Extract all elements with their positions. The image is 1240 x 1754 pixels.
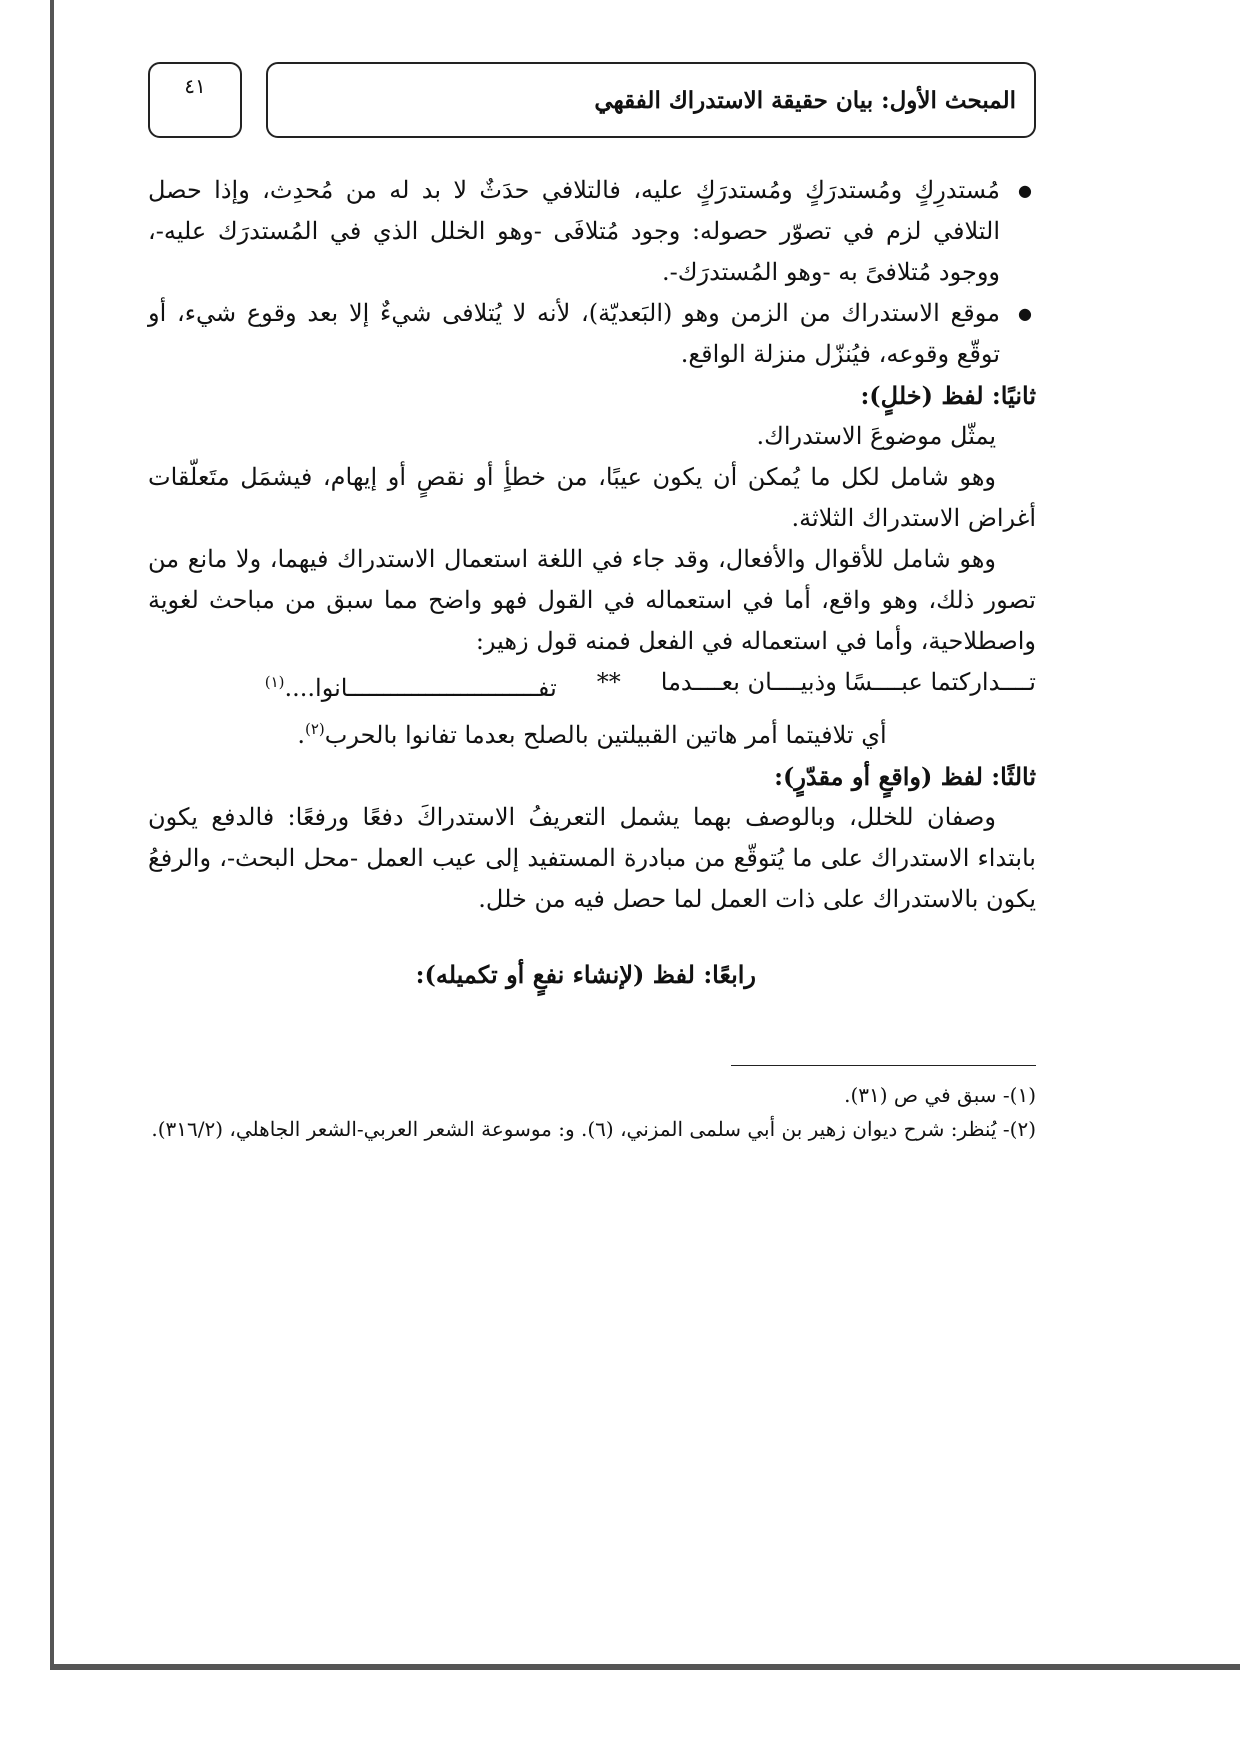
poem-verse [148,662,1036,709]
paragraph: وهو شامل لكل ما يُمكن أن يكون عيبًا، من خطأٍ أو نقصٍ أو إيهام، فيشمَل متَعلّقات أغراض الاستدراك الثلاثة. [148,463,1036,532]
verse-separator: ** [596,668,621,696]
footnote-divider [731,1065,1036,1066]
verse-second-hemistich: تفـــــــــــــــــــــــــــانوا....$^{(١)}$ [264,673,557,702]
verse-first-hemistich: تــــداركتما عبــــسًا وذبيــــان بعــــدما [660,668,1036,696]
section-heading: ثالثًا: لفظ (واقعٍ أو مقدّرٍ): [774,762,1036,791]
footnotes [148,1078,1036,1146]
page-border-bottom [50,1664,1240,1670]
bullet-item: ● مُستدرِكٍ ومُستدرَكٍ ومُستدرَكٍ عليه، فالتلافي حدَثٌ لا بد له من مُحدِث، وإذا حصل التلافي لزم في تصوّر حصوله: وجود مُتلافَى -وهو الخلل الذي في المُستدرَك عليه-، ووجود مُتلافىً به -وهو المُستدرَك-. [148,170,1000,293]
page-content [148,62,1036,1146]
bullet-list [148,170,1036,375]
section-heading: رابعًا: لفظ (لإنشاء نفعٍ أو تكميله): [415,960,756,989]
page-number: ٤١ [148,62,242,138]
paragraph: يمثّل موضوعَ الاستدراك. [756,422,996,450]
section-heading: ثانيًا: لفظ (خللٍ): [860,381,1036,410]
paragraph: أي تلافيتما أمر هاتين القبيلتين بالصلح بعدما تفانوا بالحرب$^{(٢)}$. [297,720,887,749]
paragraph: وهو شامل للأقوال والأفعال، وقد جاء في اللغة استعمال الاستدراك فيهما، ولا مانع من تصور ذلك، وهو واقع، أما في استعماله في القول فهو واضح مما سبق من مباحث لغوية واصطلاحية، وأما في استعماله في الفعل فمنه قول زهير: [148,545,1036,655]
main-text [148,170,1036,1065]
footnote-ref[interactable]: (١) [264,673,285,691]
footnote: (٢)- يُنظر: شرح ديوان زهير بن أبي سلمى المزني، (٦). و: موسوعة الشعر العربي-الشعر الجاهلي، (٣١٦/٢). [151,1117,1036,1141]
page-border-left [50,0,54,1668]
footnote-ref[interactable]: (٢) [304,720,325,738]
bullet-item: ● موقع الاستدراك من الزمن وهو (البَعديّة)، لأنه لا يُتلافى شيءٌ إلا بعد وقوع شيء، أو توقّع وقوعه، فيُنزّل منزلة الواقع. [148,293,1000,375]
header-title: المبحث الأول: بيان حقيقة الاستدراك الفقهي [266,62,1036,138]
running-header [148,62,1036,142]
paragraph: وصفان للخلل، وبالوصف بهما يشمل التعريفُ الاستدراكَ دفعًا ورفعًا: فالدفع يكون بابتداء الاستدراك على ما يُتوقّع من مبادرة المستفيد إلى عيب العمل -محل البحث-، والرفعُ يكون بالاستدراك على ذات العمل لما حصل فيه من خلل. [148,803,1036,913]
footnote: (١)- سبق في ص (٣١). [844,1083,1036,1107]
